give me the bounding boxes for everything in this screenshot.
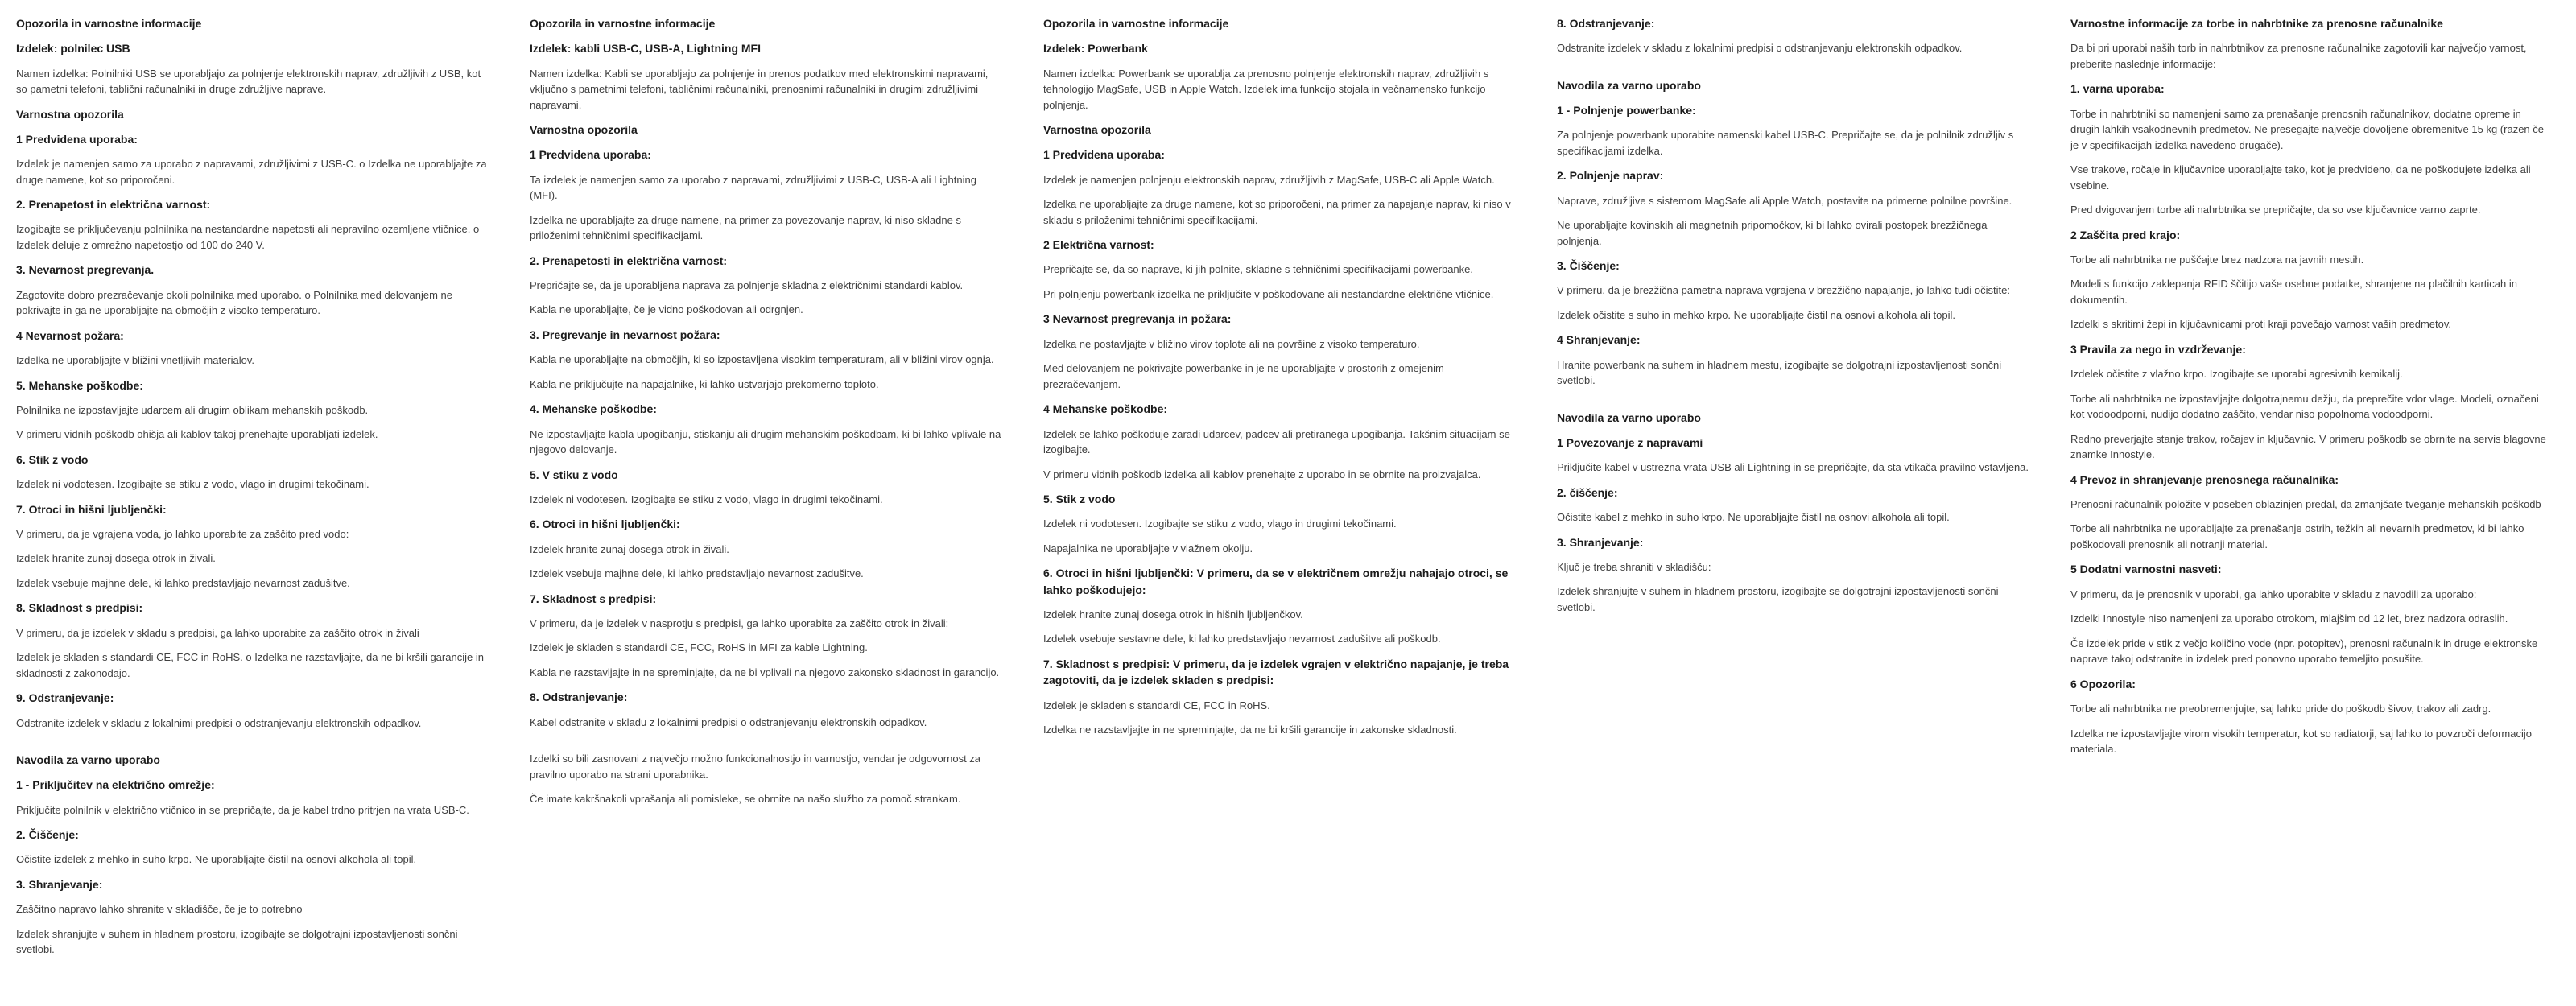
text-column-3 — [1043, 15, 1520, 747]
section-heading: 2. Čiščenje: — [16, 828, 79, 842]
section-heading: 1 - Polnjenje powerbanke: — [1557, 104, 1696, 118]
section-heading: 9. Odstranjevanje: — [16, 691, 114, 705]
text-column-2 — [530, 15, 1006, 816]
paragraph: Izdelek je namenjen samo za uporabo z napravami, združljivimi z USB-C. o Izdelka ne uporabljajte za druge namene, kot so priporočeni. — [16, 158, 487, 186]
paragraph: Priključite kabel v ustrezna vrata USB ali Lightning in se prepričajte, da sta vtikača pravilno vstavljena. — [1557, 461, 2029, 474]
paragraph: Za polnjenje powerbank uporabite namenski kabel USB-C. Prepričajte se, da je polnilnik združljiv s specifikacijami izdelka. — [1557, 129, 2014, 157]
paragraph: V primeru vidnih poškodb izdelka ali kablov prenehajte z uporabo in se obrnite na proizvajalca. — [1043, 468, 1481, 480]
paragraph: Kabla ne uporabljajte na območjih, ki so izpostavljena visokim temperaturam, ali v bližini virov ognja. — [530, 353, 994, 366]
paragraph: Kabla ne priključujte na napajalnike, ki lahko ustvarjajo prekomerno toploto. — [530, 377, 879, 390]
section-heading: Navodila za varno uporabo — [16, 753, 160, 767]
paragraph: Izdelek hranite zunaj dosega otrok in hišnih ljubljenčkov. — [1043, 608, 1303, 621]
section-heading: 7. Skladnost s predpisi: — [530, 592, 657, 605]
section-heading: 2. Prenapetosti in električna varnost: — [530, 254, 728, 267]
paragraph: Odstranite izdelek v skladu z lokalnimi predpisi o odstranjevanju elektronskih odpadkov. — [16, 716, 422, 729]
section-heading: 8. Odstranjevanje: — [1557, 17, 1655, 30]
section-heading: 5. Mehanske poškodbe: — [16, 378, 143, 392]
section-heading: 7. Skladnost s predpisi: V primeru, da je izdelek vgrajen v električno napajanje, je treba zagotoviti, da je izdelek skladen s predpisi: — [1043, 657, 1509, 687]
section-heading: Varnostna opozorila — [16, 107, 124, 121]
paragraph: Izdelki so bili zasnovani z največjo možno funkcionalnostjo in varnostjo, vendar je odgovornost za pravilno uporabo na strani uporabnika. — [530, 752, 981, 781]
paragraph: Izdelka ne izpostavljajte virom visokih temperatur, kot so radiatorji, saj lahko to povzroči deformacijo materiala. — [2070, 727, 2532, 756]
paragraph: Pred dvigovanjem torbe ali nahrbtnika se prepričajte, da so vse ključavnice varno zaprte. — [2070, 204, 2481, 216]
section-heading: 2. čiščenje: — [1557, 485, 1618, 499]
section-heading: 3 Nevarnost pregrevanja in požara: — [1043, 312, 1232, 326]
paragraph: Izdelka ne postavljajte v bližino virov toplote ali na površine z visoko temperaturo. — [1043, 337, 1420, 350]
paragraph: Torbe ali nahrbtnika ne puščajte brez nadzora na javnih mestih. — [2070, 253, 2364, 266]
paragraph: Izdelek shranjujte v suhem in hladnem prostoru, izogibajte se dolgotrajni izpostavljenosti sončni svetlobi. — [16, 927, 458, 956]
paragraph: Prenosni računalnik položite v poseben oblazinjen predal, da zmanjšate tveganje mehanskih poškodb — [2070, 497, 2541, 510]
paragraph: Izdelka ne uporabljajte v bližini vnetljivih materialov. — [16, 354, 255, 367]
paragraph: Izdelka ne razstavljajte in ne spreminjajte, da ne bi kršili garancije in zakonske skladnosti. — [1043, 724, 1457, 736]
paragraph: Napajalnika ne uporabljajte v vlažnem okolju. — [1043, 542, 1253, 555]
paragraph: Izdelek vsebuje sestavne dele, ki lahko predstavljajo nevarnost zadušitve ali poškodb. — [1043, 633, 1441, 645]
section-heading: Opozorila in varnostne informacije — [530, 17, 716, 30]
paragraph: Ključ je treba shraniti v skladišču: — [1557, 560, 1711, 573]
paragraph: Priključite polnilnik v električno vtičnico in se prepričajte, da je kabel trdno pritrjen na vrata USB-C. — [16, 803, 469, 816]
section-heading: 5 Dodatni varnostni nasveti: — [2070, 563, 2222, 576]
section-heading: 3 Pravila za nego in vzdrževanje: — [2070, 342, 2246, 356]
section-heading: 6. Stik z vodo — [16, 452, 89, 466]
paragraph: Izdelek ni vodotesen. Izogibajte se stiku z vodo, vlago in drugimi tekočinami. — [530, 493, 883, 505]
paragraph: Namen izdelka: Kabli se uporabljajo za polnjenje in prenos podatkov med elektronskimi napravami, vključno s pametnimi telefoni, tabličnimi računalniki, prenosnimi računalniki in drugimi združljivimi napravami. — [530, 67, 989, 111]
section-heading: 1 - Priključitev na električno omrežje: — [16, 778, 215, 792]
section-heading: 3. Shranjevanje: — [1557, 535, 1644, 549]
section-heading: 5. V stiku z vodo — [530, 468, 618, 481]
section-heading: 1 Predvidena uporaba: — [16, 132, 138, 146]
section-heading: 1 Predvidena uporaba: — [530, 148, 651, 162]
paragraph: Ne izpostavljajte kabla upogibanju, stiskanju ali drugim mehanskim poškodbam, ki bi lahko vplivale na njegovo delovanje. — [530, 427, 1001, 456]
paragraph: V primeru, da je vgrajena voda, jo lahko uporabite za zaščito pred vodo: — [16, 527, 349, 540]
paragraph: Če izdelek pride v stik z večjo količino vode (npr. potopitev), prenosni računalnik in druge elektronske naprave takoj odstranite in izdelek pred ponovno uporabo temeljito posušite. — [2070, 637, 2538, 666]
paragraph: Ne uporabljajte kovinskih ali magnetnih pripomočkov, ki bi lahko ovirali postopek brezžičnega polnjenja. — [1557, 219, 1988, 247]
paragraph: Izdelek očistite z vlažno krpo. Izogibajte se uporabi agresivnih kemikalij. — [2070, 368, 2403, 381]
section-heading: 3. Pregrevanje in nevarnost požara: — [530, 328, 720, 341]
text-column-5 — [2070, 15, 2547, 766]
paragraph: Modeli s funkcijo zaklepanja RFID ščitijo vaše osebne podatke, shranjene na plačilnih karticah in dokumentih. — [2070, 278, 2517, 306]
paragraph: Izdelek je skladen s standardi CE, FCC, RoHS in MFI za kable Lightning. — [530, 641, 868, 654]
section-heading: Navodila za varno uporabo — [1557, 410, 1701, 424]
section-heading: 3. Shranjevanje: — [16, 877, 103, 891]
section-heading: 7. Otroci in hišni ljubljenčki: — [16, 502, 167, 516]
section-heading: 4 Mehanske poškodbe: — [1043, 402, 1168, 416]
paragraph: Izdelek vsebuje majhne dele, ki lahko predstavljajo nevarnost zadušitve. — [16, 576, 350, 589]
paragraph: Torbe ali nahrbtnika ne uporabljajte za prenašanje ostrih, težkih ali nevarnih predmetov, ki bi lahko poškodovali prenosnik ali notranji material. — [2070, 522, 2524, 550]
paragraph: Kabel odstranite v skladu z lokalnimi predpisi o odstranjevanju elektronskih odpadkov. — [530, 715, 927, 728]
section-heading: 3. Nevarnost pregrevanja. — [16, 263, 155, 277]
paragraph: Prepričajte se, da je uporabljena naprava za polnjenje skladna z električnimi standardi kablov. — [530, 278, 964, 291]
paragraph: V primeru, da je izdelek v skladu s predpisi, ga lahko uporabite za zaščito otrok in živali — [16, 626, 419, 639]
section-heading: Opozorila in varnostne informacije — [1043, 17, 1229, 30]
paragraph: Kabla ne uporabljajte, če je vidno poškodovan ali odrgnjen. — [530, 303, 803, 316]
paragraph: Če imate kakršnakoli vprašanja ali pomisleke, se obrnite na našo službo za pomoč strankam. — [530, 793, 961, 806]
paragraph: Izdelek hranite zunaj dosega otrok in živali. — [16, 552, 216, 565]
section-heading: 6. Otroci in hišni ljubljenčki: — [530, 517, 680, 531]
paragraph: V primeru vidnih poškodb ohišja ali kablov takoj prenehajte uporabljati izdelek. — [16, 428, 378, 441]
paragraph: Izdelka ne uporabljajte za druge namene, na primer za povezovanje naprav, ki niso skladne s priloženimi tehničnimi specifikacijami. — [530, 213, 961, 242]
section-heading: 8. Odstranjevanje: — [530, 691, 628, 704]
paragraph: Pri polnjenju powerbank izdelka ne priključite v poškodovane ali nestandardne električne vtičnice. — [1043, 287, 1494, 300]
section-heading: Varnostna opozorila — [1043, 123, 1151, 137]
paragraph: Izdelek je skladen s standardi CE, FCC in RoHS. — [1043, 699, 1270, 711]
section-heading: 4 Nevarnost požara: — [16, 328, 124, 342]
paragraph: Hranite powerbank na suhem in hladnem mestu, izogibajte se dolgotrajni izpostavljenosti sončni svetlobi. — [1557, 358, 2002, 387]
paragraph: Izdelek očistite s suho in mehko krpo. Ne uporabljajte čistil na osnovi alkohola ali topil. — [1557, 308, 1955, 321]
section-heading: Izdelek: kabli USB-C, USB-A, Lightning MFI — [530, 42, 761, 56]
section-heading: 8. Skladnost s predpisi: — [16, 601, 143, 615]
text-column-1 — [16, 15, 493, 967]
paragraph: Izdelek ni vodotesen. Izogibajte se stiku z vodo, vlago in drugimi tekočinami. — [1043, 517, 1397, 530]
paragraph: Izdelek vsebuje majhne dele, ki lahko predstavljajo nevarnost zadušitve. — [530, 567, 864, 580]
section-heading: 2. Polnjenje naprav: — [1557, 169, 1664, 183]
paragraph: Odstranite izdelek v skladu z lokalnimi predpisi o odstranjevanju elektronskih odpadkov. — [1557, 42, 1963, 55]
section-heading: 2 Električna varnost: — [1043, 238, 1154, 252]
section-heading: Izdelek: Powerbank — [1043, 42, 1148, 56]
paragraph: Kabla ne razstavljajte in ne spreminjajte, da ne bi vplivali na njegovo zakonsko skladnost in garancijo. — [530, 666, 1000, 678]
paragraph: Izdelki s skritimi žepi in ključavnicami proti kraji povečajo varnost vaših predmetov. — [2070, 318, 2451, 331]
section-heading: Izdelek: polnilec USB — [16, 42, 130, 56]
section-heading: Varnostne informacije za torbe in nahrbtnike za prenosne računalnike — [2070, 17, 2443, 30]
paragraph: Izdelek shranjujte v suhem in hladnem prostoru, izogibajte se dolgotrajni izpostavljenosti sončni svetlobi. — [1557, 585, 1999, 613]
paragraph: V primeru, da je izdelek v nasprotju s predpisi, ga lahko uporabite za zaščito otrok in živali: — [530, 616, 949, 629]
paragraph: Namen izdelka: Polnilniki USB se uporabljajo za polnjenje elektronskih naprav, združljivih z USB, kot so pametni telefoni, tablični računalniki in druge združljive naprave. — [16, 67, 481, 96]
paragraph: Prepričajte se, da so naprave, ki jih polnite, skladne s tehničnimi specifikacijami powerbanke. — [1043, 263, 1473, 276]
paragraph: Namen izdelka: Powerbank se uporablja za prenosno polnjenje elektronskih naprav, združljivih s tehnologijo MagSafe, USB in Apple Watch. Izdelek ima funkcijo stojala in večnamensko funkcijo polnjenja. — [1043, 67, 1489, 111]
paragraph: Da bi pri uporabi naših torb in nahrbtnikov za prenosne računalnike zagotovili kar največjo varnost, preberite naslednje informacije: — [2070, 42, 2527, 70]
section-heading: Navodila za varno uporabo — [1557, 78, 1701, 92]
paragraph: Izdelek je namenjen polnjenju elektronskih naprav, združljivih z MagSafe, USB-C ali Apple Watch. — [1043, 173, 1495, 186]
paragraph: Izdelki Innostyle niso namenjeni za uporabo otrokom, mlajšim od 12 let, brez nadzora odraslih. — [2070, 612, 2508, 625]
paragraph: Očistite izdelek z mehko in suho krpo. Ne uporabljajte čistil na osnovi alkohola ali topil. — [16, 853, 417, 866]
section-heading: 1. varna uporaba: — [2070, 82, 2165, 96]
section-heading: 4 Shranjevanje: — [1557, 333, 1641, 347]
paragraph: Izdelek ni vodotesen. Izogibajte se stiku z vodo, vlago in drugimi tekočinami. — [16, 478, 369, 491]
section-heading: 4 Prevoz in shranjevanje prenosnega računalnika: — [2070, 472, 2339, 486]
paragraph: Izdelek se lahko poškoduje zaradi udarcev, padcev ali pretiranega upogibanja. Takšnim situacijam se izogibajte. — [1043, 427, 1510, 456]
paragraph: V primeru, da je prenosnik v uporabi, ga lahko uporabite v skladu z navodili za uporabo: — [2070, 588, 2477, 600]
section-heading: 5. Stik z vodo — [1043, 493, 1116, 506]
paragraph: Polnilnika ne izpostavljajte udarcem ali drugim oblikam mehanskih poškodb. — [16, 403, 369, 416]
paragraph: Izdelka ne uporabljajte za druge namene, kot so priporočeni, na primer za napajanje naprav, ki niso v skladu s priloženimi tehničnimi specifikacijami. — [1043, 198, 1511, 226]
paragraph: Izogibajte se priključevanju polnilnika na nestandardne napetosti ali nepravilno ozemljene vtičnice. o Izdelek deluje z omrežno napetostjo od 100 do 240 V. — [16, 223, 480, 251]
paragraph: Med delovanjem ne pokrivajte powerbanke in je ne uporabljajte v prostorih z omejenim prezračevanjem. — [1043, 362, 1444, 390]
section-heading: Opozorila in varnostne informacije — [16, 17, 202, 30]
paragraph: Izdelek hranite zunaj dosega otrok in živali. — [530, 542, 729, 555]
section-heading: 2 Zaščita pred krajo: — [2070, 228, 2181, 241]
paragraph: Izdelek je skladen s standardi CE, FCC in RoHS. o Izdelka ne razstavljajte, da ne bi kršili garancije in skladnosti z zakonodajo. — [16, 651, 484, 679]
paragraph: Torbe ali nahrbtnika ne izpostavljajte dolgotrajnemu dežju, da preprečite vdor vlage. Modeli, označeni kot vodoodporni, nudijo dodatno zaščito, vendar niso popolnoma vodoodporni. — [2070, 392, 2539, 421]
paragraph: Redno preverjajte stanje trakov, ročajev in ključavnic. V primeru poškodb se obrnite na servis blagovne znamke Innostyle. — [2070, 432, 2546, 461]
section-heading: 6. Otroci in hišni ljubljenčki: V primeru, da se v električnem omrežju nahajajo otroci, se lahko poškodujejo: — [1043, 567, 1509, 596]
paragraph: Vse trakove, ročaje in ključavnice uporabljajte tako, kot je predvideno, da ne poškodujete izdelka ali vsebine. — [2070, 163, 2531, 192]
paragraph: V primeru, da je brezžična pametna naprava vgrajena v brezžično napajanje, jo lahko tudi očistite: — [1557, 284, 2010, 297]
paragraph: Torbe ali nahrbtnika ne preobremenjujte, saj lahko pride do poškodb šivov, trakov ali zadrg. — [2070, 703, 2491, 715]
paragraph: Naprave, združljive s sistemom MagSafe ali Apple Watch, postavite na primerne polnilne površine. — [1557, 194, 2013, 207]
section-heading: 6 Opozorila: — [2070, 677, 2136, 691]
section-heading: 3. Čiščenje: — [1557, 259, 1620, 273]
paragraph: Zaščitno napravo lahko shranite v skladišče, če je to potrebno — [16, 903, 303, 916]
section-heading: Varnostna opozorila — [530, 123, 638, 137]
section-heading: 1 Povezovanje z napravami — [1557, 436, 1703, 450]
paragraph: Torbe in nahrbtniki so namenjeni samo za prenašanje prenosnih računalnikov, dodatne opreme in drugih lahkih vsakodnevnih predmetov. Ne presegajte največje dovoljene obremenitve 15 kg (razen če je v specifikacijah izdelka navedeno drugače). — [2070, 107, 2544, 151]
columns-row — [16, 15, 2560, 967]
paragraph: Zagotovite dobro prezračevanje okoli polnilnika med uporabo. o Polnilnika med delovanjem ne pokrivajte in ga ne uporabljajte na območjih z visoko temperaturo. — [16, 288, 452, 317]
text-column-4 — [1557, 15, 2033, 624]
section-heading: 1 Predvidena uporaba: — [1043, 148, 1165, 162]
section-heading: 2. Prenapetost in električna varnost: — [16, 198, 211, 212]
paragraph: Očistite kabel z mehko in suho krpo. Ne uporabljajte čistil na osnovi alkohola ali topil. — [1557, 511, 1950, 524]
section-heading: 4. Mehanske poškodbe: — [530, 402, 657, 416]
paragraph: Ta izdelek je namenjen samo za uporabo z napravami, združljivimi z USB-C, USB-A ali Lightning (MFI). — [530, 173, 976, 202]
